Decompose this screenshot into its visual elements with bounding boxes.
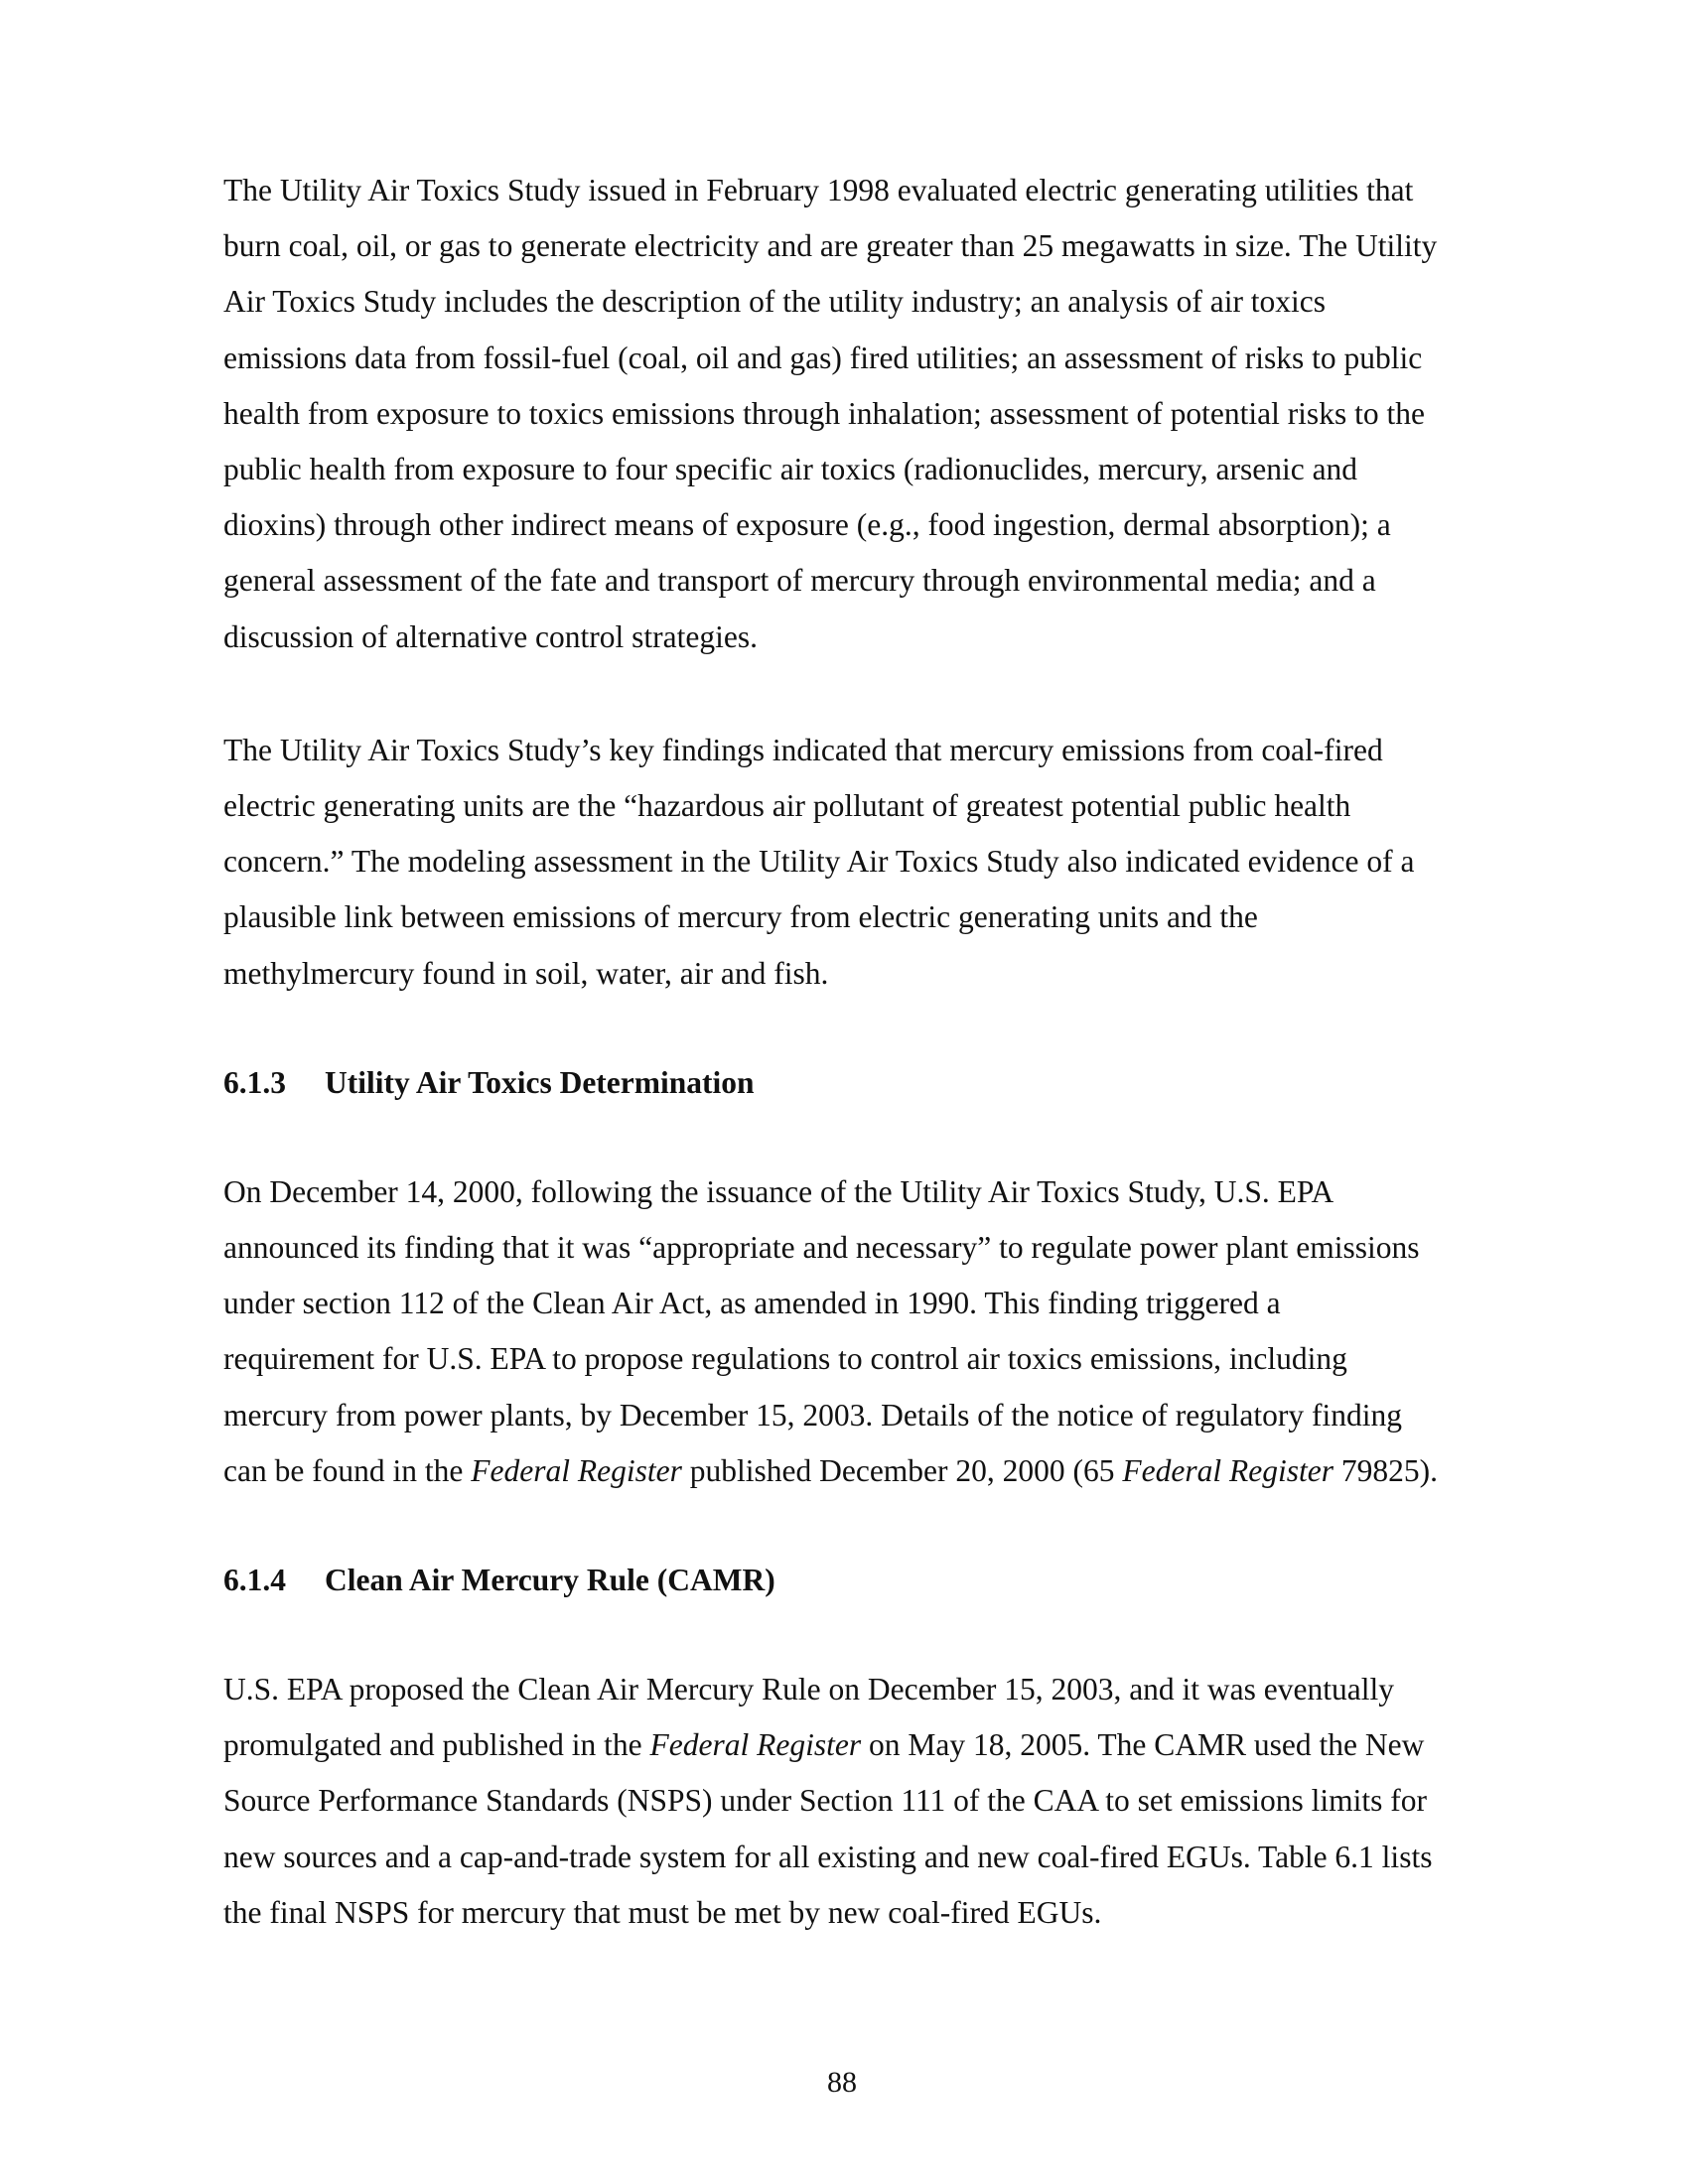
page-content: [223, 163, 1514, 1941]
text-line: new sources and a cap-and-trade system for all existing and new coal-fired EGUs. Table 6.1 lists: [223, 1839, 1433, 1874]
text-line: health from exposure to toxics emissions through inhalation; assessment of potential risks to the: [223, 395, 1425, 431]
paragraph-camr: [223, 1662, 1514, 1941]
text-line: The Utility Air Toxics Study’s key findings indicated that mercury emissions from coal-fired: [223, 732, 1383, 767]
text-line: plausible link between emissions of mercury from electric generating units and the: [223, 899, 1258, 935]
italic-publication-title: Federal Register: [471, 1452, 682, 1488]
text-line: burn coal, oil, or gas to generate electricity and are greater than 25 megawatts in size. The Utility: [223, 228, 1438, 264]
text-line: On December 14, 2000, following the issuance of the Utility Air Toxics Study, U.S. EPA: [223, 1173, 1334, 1209]
text-line: discussion of alternative control strategies.: [223, 618, 758, 654]
text-line: [223, 1717, 1514, 1773]
text-line: under section 112 of the Clean Air Act, as amended in 1990. This finding triggered a: [223, 1286, 1281, 1321]
text-line: requirement for U.S. EPA to propose regulations to control air toxics emissions, including: [223, 1341, 1347, 1377]
text-segment: can be found in the: [223, 1452, 472, 1488]
section-heading-6-1-3: [223, 1055, 1514, 1111]
section-title: Utility Air Toxics Determination: [325, 1064, 755, 1100]
text-segment: promulgated and published in the: [223, 1727, 650, 1763]
text-line: The Utility Air Toxics Study issued in February 1998 evaluated electric generating utilities that: [223, 173, 1414, 207]
text-line: Air Toxics Study includes the description of the utility industry; an analysis of air toxics: [223, 284, 1327, 320]
section-title: Clean Air Mercury Rule (CAMR): [325, 1563, 775, 1598]
text-line: Source Performance Standards (NSPS) under Section 111 of the CAA to set emissions limits for: [223, 1783, 1428, 1819]
text-line: [223, 1443, 1514, 1499]
italic-publication-title: Federal Register: [649, 1727, 862, 1763]
text-segment: on May 18, 2005. The CAMR used the New: [861, 1727, 1425, 1763]
paragraph-determination: [223, 1164, 1514, 1499]
text-line: public health from exposure to four specific air toxics (radionuclides, mercury, arsenic and: [223, 452, 1358, 487]
paragraph-utility-air-toxics-study: [223, 163, 1514, 665]
text-line: dioxins) through other indirect means of exposure (e.g., food ingestion, dermal absorption); a: [223, 507, 1391, 543]
italic-publication-title: Federal Register: [1122, 1452, 1333, 1488]
text-line: U.S. EPA proposed the Clean Air Mercury Rule on December 15, 2003, and it was eventually: [223, 1672, 1394, 1707]
text-segment: 79825).: [1333, 1452, 1438, 1488]
section-number: 6.1.4: [223, 1563, 286, 1598]
text-line: general assessment of the fate and transport of mercury through environmental media; and a: [223, 563, 1376, 599]
section-number: 6.1.3: [223, 1064, 286, 1100]
paragraph-key-findings: [223, 723, 1514, 1002]
text-line: concern.” The modeling assessment in the Utility Air Toxics Study also indicated evidence of a: [223, 844, 1415, 880]
page-number: 88: [827, 2066, 857, 2099]
text-segment: published December 20, 2000 (65: [681, 1452, 1123, 1488]
text-line: emissions data from fossil-fuel (coal, oil and gas) fired utilities; an assessment of risks to public: [223, 340, 1423, 375]
text-line: methylmercury found in soil, water, air and fish.: [223, 955, 829, 991]
text-line: mercury from power plants, by December 15, 2003. Details of the notice of regulatory finding: [223, 1397, 1403, 1433]
text-line: announced its finding that it was “appropriate and necessary” to regulate power plant emissions: [223, 1230, 1420, 1266]
section-heading-6-1-4: [223, 1553, 1514, 1608]
text-line: electric generating units are the “hazardous air pollutant of greatest potential public health: [223, 788, 1351, 824]
text-line: the final NSPS for mercury that must be met by new coal-fired EGUs.: [223, 1894, 1102, 1930]
